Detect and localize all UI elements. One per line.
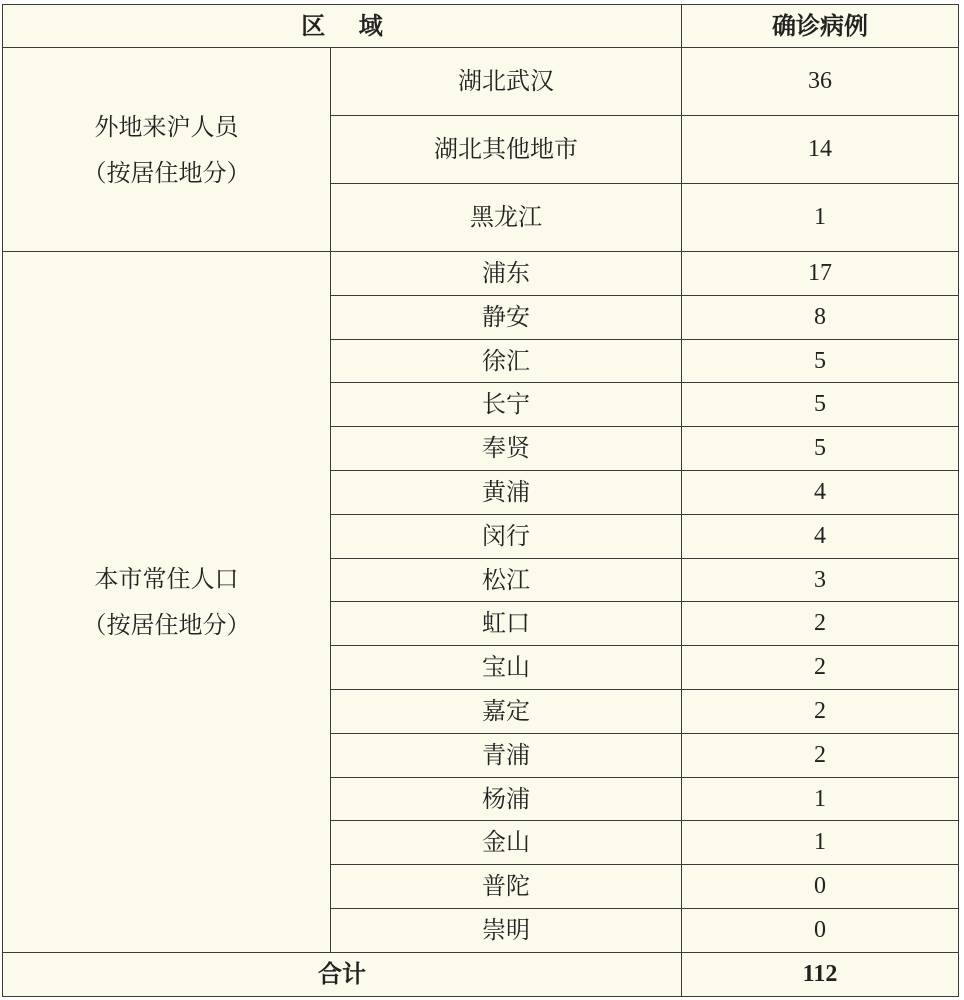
table-header-row [3, 5, 959, 48]
count-cell: 0 [682, 908, 959, 952]
area-cell: 崇明 [331, 908, 682, 952]
count-cell: 4 [682, 514, 959, 558]
area-cell: 湖北其他地市 [331, 116, 682, 184]
area-cell: 湖北武汉 [331, 48, 682, 116]
area-cell: 普陀 [331, 865, 682, 909]
area-cell: 虹口 [331, 602, 682, 646]
area-cell: 宝山 [331, 646, 682, 690]
total-label: 合计 [3, 952, 682, 996]
table-row [3, 252, 959, 296]
count-cell: 2 [682, 646, 959, 690]
area-cell: 黄浦 [331, 470, 682, 514]
count-cell: 0 [682, 865, 959, 909]
count-cell: 1 [682, 821, 959, 865]
region-header: 区 域 [3, 5, 682, 48]
area-cell: 青浦 [331, 733, 682, 777]
table-row [3, 48, 959, 116]
count-cell: 1 [682, 184, 959, 252]
category-cell [3, 252, 331, 953]
total-count: 112 [682, 952, 959, 996]
area-cell: 闵行 [331, 514, 682, 558]
area-cell: 嘉定 [331, 689, 682, 733]
case-table-sheet [2, 4, 958, 996]
area-cell: 杨浦 [331, 777, 682, 821]
count-cell: 2 [682, 689, 959, 733]
count-cell: 36 [682, 48, 959, 116]
category-cell [3, 48, 331, 252]
count-cell: 14 [682, 116, 959, 184]
category-sublabel: （按居住地分） [82, 610, 251, 639]
count-cell: 4 [682, 470, 959, 514]
count-cell: 8 [682, 295, 959, 339]
area-cell: 奉贤 [331, 427, 682, 471]
area-cell: 松江 [331, 558, 682, 602]
count-cell: 5 [682, 383, 959, 427]
area-cell: 金山 [331, 821, 682, 865]
total-row [3, 952, 959, 996]
count-cell: 2 [682, 602, 959, 646]
count-cell: 3 [682, 558, 959, 602]
area-cell: 浦东 [331, 252, 682, 296]
table-body [3, 48, 959, 997]
area-cell: 静安 [331, 295, 682, 339]
count-cell: 17 [682, 252, 959, 296]
confirmed-header: 确诊病例 [682, 5, 959, 48]
area-cell: 黑龙江 [331, 184, 682, 252]
count-cell: 5 [682, 339, 959, 383]
category-label: 本市常住人口 [94, 564, 239, 593]
area-cell: 长宁 [331, 383, 682, 427]
count-cell: 2 [682, 733, 959, 777]
count-cell: 1 [682, 777, 959, 821]
count-cell: 5 [682, 427, 959, 471]
category-sublabel: （按居住地分） [82, 158, 251, 187]
area-cell: 徐汇 [331, 339, 682, 383]
category-label: 外地来沪人员 [94, 112, 239, 141]
confirmed-cases-table [2, 4, 959, 997]
